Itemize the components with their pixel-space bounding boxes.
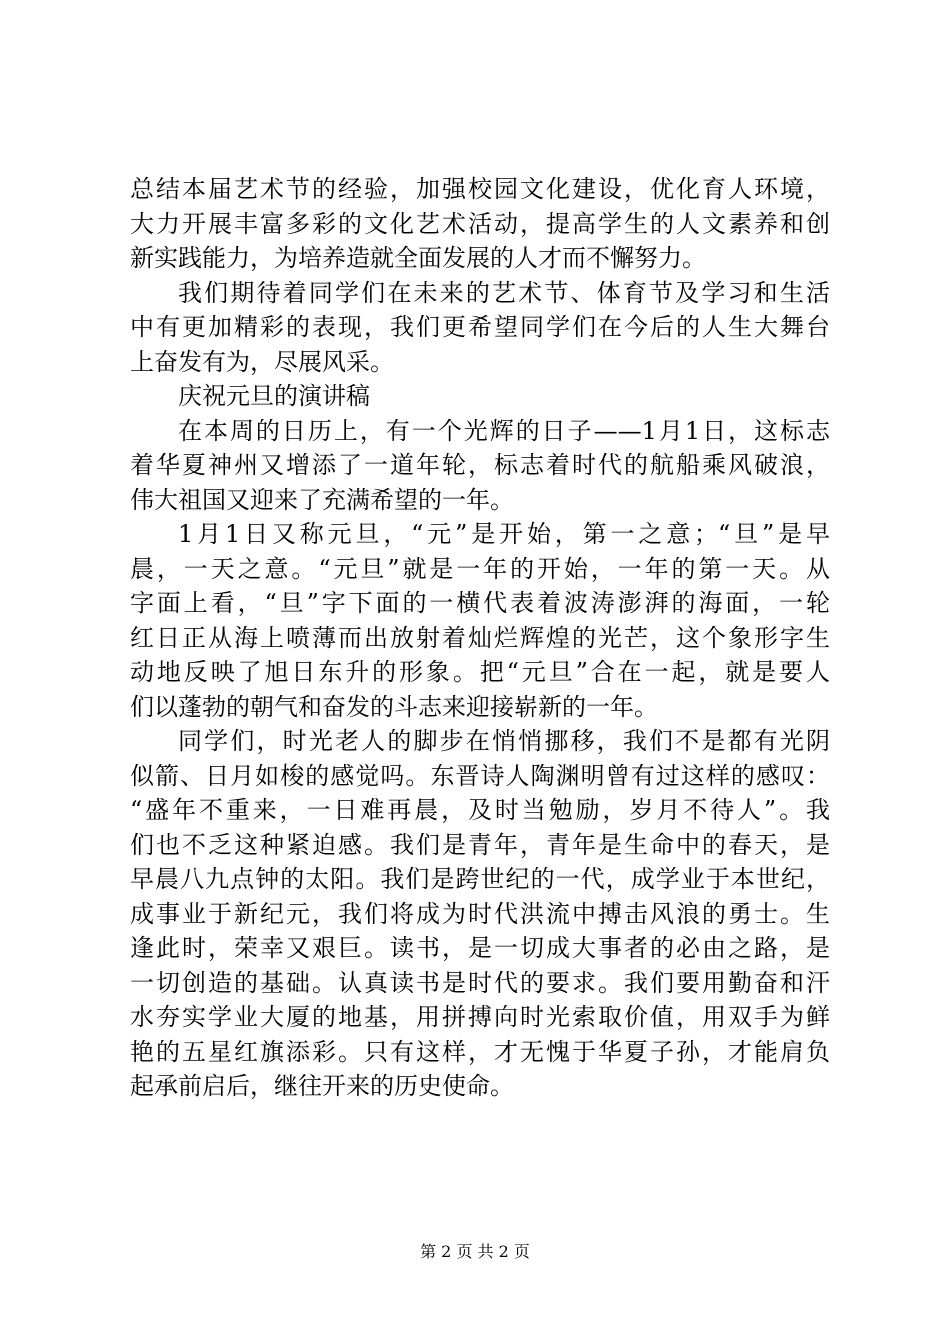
text-line: 似箭、日月如梭的感觉吗。东晋诗人陶渊明曾有过这样的感叹： [130,761,830,790]
paragraph [130,172,830,276]
text-line: 新实践能力，为培养造就全面发展的人才而不懈努力。 [130,244,706,272]
text-line: 水夯实学业大厦的地基，用拼搏向时光索取价值，用双手为鲜 [130,1003,830,1031]
text-line: 一切创造的基础。认真读书是时代的要求。我们要用勤奋和汗 [130,968,830,997]
text-line: 红日正从海上喷薄而出放射着灿烂辉煌的光芒，这个象形字生 [130,623,830,652]
text-line: 大力开展丰富多彩的文化艺术活动，提高学生的人文素养和创 [130,209,830,238]
document-body [130,172,830,1104]
text-line: 动地反映了旭日东升的形象。把“元旦”合在一起，就是要人 [130,658,830,686]
text-line: 晨，一天之意。“元旦”就是一年的开始，一年的第一天。从 [130,554,830,583]
text-line: “盛年不重来，一日难再晨，及时当勉励，岁月不待人”。我 [130,796,830,824]
text-line: 着华夏神州又增添了一道年轮，标志着时代的航船乘风破浪， [130,451,830,479]
text-line: 总结本届艺术节的经验，加强校园文化建设，优化育人环境， [130,175,830,203]
text-line: 在本周的日历上，有一个光辉的日子——1月1日，这标志 [178,416,830,445]
paragraph [130,276,830,380]
text-line: 早晨八九点钟的太阳。我们是跨世纪的一代，成学业于本世纪， [130,865,830,893]
text-line: 们也不乏这种紧迫感。我们是青年，青年是生命中的春天，是 [130,830,830,859]
text-line: 逢此时，荣幸又艰巨。读书，是一切成大事者的必由之路，是 [130,934,830,962]
text-line: 同学们，时光老人的脚步在悄悄挪移，我们不是都有光阴 [178,727,830,755]
paragraph [130,414,830,518]
text-line: 上奋发有为，尽展风采。 [130,347,394,376]
paragraph [130,379,830,414]
page-footer [0,1241,950,1263]
text-line: 们以蓬勃的朝气和奋发的斗志来迎接崭新的一年。 [130,692,658,721]
text-line: 成事业于新纪元，我们将成为时代洪流中搏击风浪的勇士。生 [130,899,830,928]
page-number-label: 第 2 页 共 2 页 [420,1242,530,1261]
text-line: 庆祝元旦的演讲稿 [178,382,370,410]
text-line: 艳的五星红旗添彩。只有这样，才无愧于华夏子孙，才能肩负 [130,1037,830,1066]
text-line: 中有更加精彩的表现，我们更希望同学们在今后的人生大舞台 [130,313,830,341]
text-line: 字面上看，“旦”字下面的一横代表着波涛澎湃的海面，一轮 [130,589,830,617]
text-line: 起承前启后，继往开来的历史使命。 [130,1072,514,1100]
text-line: 我们期待着同学们在未来的艺术节、体育节及学习和生活 [178,278,830,307]
paragraph [130,724,830,1104]
text-line: 伟大祖国又迎来了充满希望的一年。 [130,485,514,514]
paragraph [130,517,830,724]
text-line: 1月1日又称元旦，“元”是开始，第一之意；“旦”是早 [178,520,830,548]
